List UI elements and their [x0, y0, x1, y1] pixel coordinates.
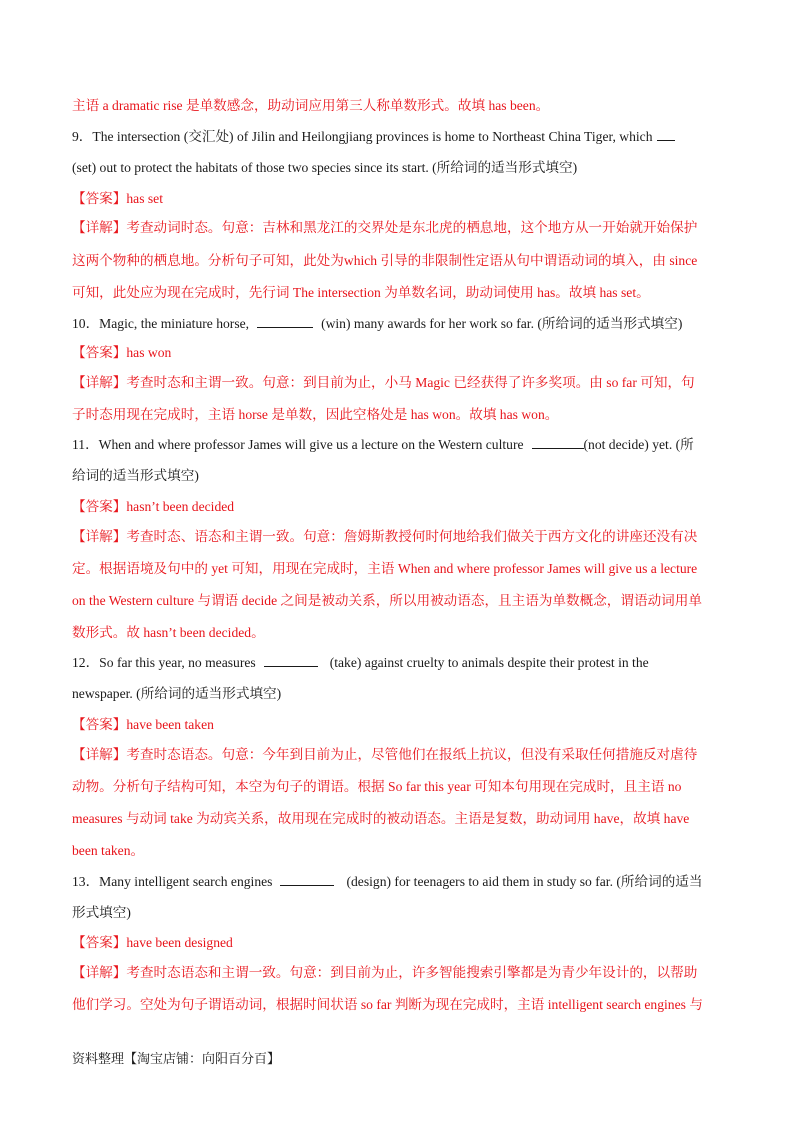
- q12-explanation-line-1: 【详解】考查时态语态。句意：今年到目前为止，尽管他们在报纸上抗议，但没有采取任何措施反对虐待: [72, 747, 698, 762]
- q11-answer-blank[interactable]: [532, 436, 584, 449]
- q11-stem-line-2: 给词的适当形式填空): [72, 468, 199, 483]
- q12-answer: 【答案】have been taken: [72, 717, 214, 732]
- q9-stem-line-1: [72, 128, 728, 146]
- q10-stem-text-a: 10．Magic, the miniature horse,: [72, 316, 250, 331]
- q8-explanation-tail: 主语 a dramatic rise 是单数感念，助动词应用第三人称单数形式。故填 has been。: [72, 98, 550, 113]
- page-footer: 资料整理【淘宝店铺：向阳百分百】: [72, 1051, 281, 1066]
- q13-stem-line-1: [72, 873, 728, 891]
- q9-answer: 【答案】has set: [72, 191, 163, 206]
- q12-stem-text-a: 12．So far this year, no measures: [72, 655, 256, 670]
- q11-explanation-line-3: on the Western culture 与谓语 decide 之间是被动关系，所以用被动语态，且主语为单数概念，谓语动词用单: [72, 593, 702, 608]
- q11-stem-text-a: 11．When and where professor James will give us a lecture on the Western culture: [72, 437, 524, 452]
- q13-explanation-line-1: 【详解】考查时态语态和主谓一致。句意：到目前为止，许多智能搜索引擎都是为青少年设计的，以帮助: [72, 965, 698, 980]
- q9-answer-blank[interactable]: [657, 128, 675, 141]
- q9-explanation-line-3: 可知，此处应为现在完成时，先行词 The intersection 为单数名词，助动词使用 has。故填 has set。: [72, 285, 650, 300]
- q11-explanation-line-4: 数形式。故 hasn’t been decided。: [72, 625, 265, 640]
- q10-answer-blank[interactable]: [257, 315, 313, 328]
- q11-stem-text-b: (not decide) yet. (所: [583, 437, 694, 452]
- q11-answer: 【答案】hasn’t been decided: [72, 499, 235, 514]
- q10-stem-line-1: [72, 315, 728, 333]
- q13-explanation-line-2: 他们学习。空处为句子谓语动词，根据时间状语 so far 判断为现在完成时，主语 intelligent search engines 与: [72, 997, 703, 1012]
- q13-answer-blank[interactable]: [280, 873, 334, 886]
- q13-stem-line-2: 形式填空): [72, 905, 131, 920]
- q9-explanation-line-1: 【详解】考查动词时态。句意：吉林和黑龙江的交界处是东北虎的栖息地，这个地方从一开始就开始保护: [72, 220, 698, 235]
- q11-explanation-line-1: 【详解】考查时态、语态和主谓一致。句意：詹姆斯教授何时何地给我们做关于西方文化的讲座还没有决: [72, 529, 698, 544]
- q11-explanation-line-2: 定。根据语境及句中的 yet 可知，用现在完成时，主语 When and where professor James will give us a lecture: [72, 561, 698, 576]
- q12-answer-blank[interactable]: [264, 654, 318, 667]
- q13-stem-text-a: 13．Many intelligent search engines: [72, 874, 273, 889]
- q9-stem-line-2: (set) out to protect the habitats of those two species since its start. (所给词的适当形式填空): [72, 160, 578, 175]
- q9-explanation-line-2: 这两个物种的栖息地。分析句子可知，此处为which 引导的非限制性定语从句中谓语动词的填入，由 since: [72, 253, 698, 268]
- q13-stem-text-b: (design) for teenagers to aid them in study so far. (所给词的适当: [346, 874, 703, 889]
- q13-answer: 【答案】have been designed: [72, 935, 233, 950]
- q10-explanation-line-1: 【详解】考查时态和主谓一致。句意：到目前为止，小马 Magic 已经获得了许多奖项。由 so far 可知，句: [72, 375, 695, 390]
- q10-answer: 【答案】has won: [72, 345, 172, 360]
- q10-explanation-line-2: 子时态用现在完成时，主语 horse 是单数，因此空格处是 has won。故填 has won。: [72, 407, 559, 422]
- q12-explanation-line-4: been taken。: [72, 843, 145, 858]
- q10-stem-text-b: (win) many awards for her work so far. (所给词的适当形式填空): [321, 316, 683, 331]
- q9-stem-text: 9．The intersection (交汇处) of Jilin and Heilongjiang provinces is home to Northeast China Tiger, which: [72, 129, 653, 144]
- q11-stem-line-1: [72, 436, 728, 454]
- q12-explanation-line-2: 动物。分析句子结构可知，本空为句子的谓语。根据 So far this year 可知本句用现在完成时，且主语 no: [72, 779, 682, 794]
- q12-explanation-line-3: measures 与动词 take 为动宾关系，故用现在完成时的被动语态。主语是复数，助动词用 have，故填 have: [72, 811, 690, 826]
- q12-stem-line-2: newspaper. (所给词的适当形式填空): [72, 686, 282, 701]
- q12-stem-line-1: [72, 654, 728, 672]
- q12-stem-text-b: (take) against cruelty to animals despite their protest in the: [329, 655, 649, 670]
